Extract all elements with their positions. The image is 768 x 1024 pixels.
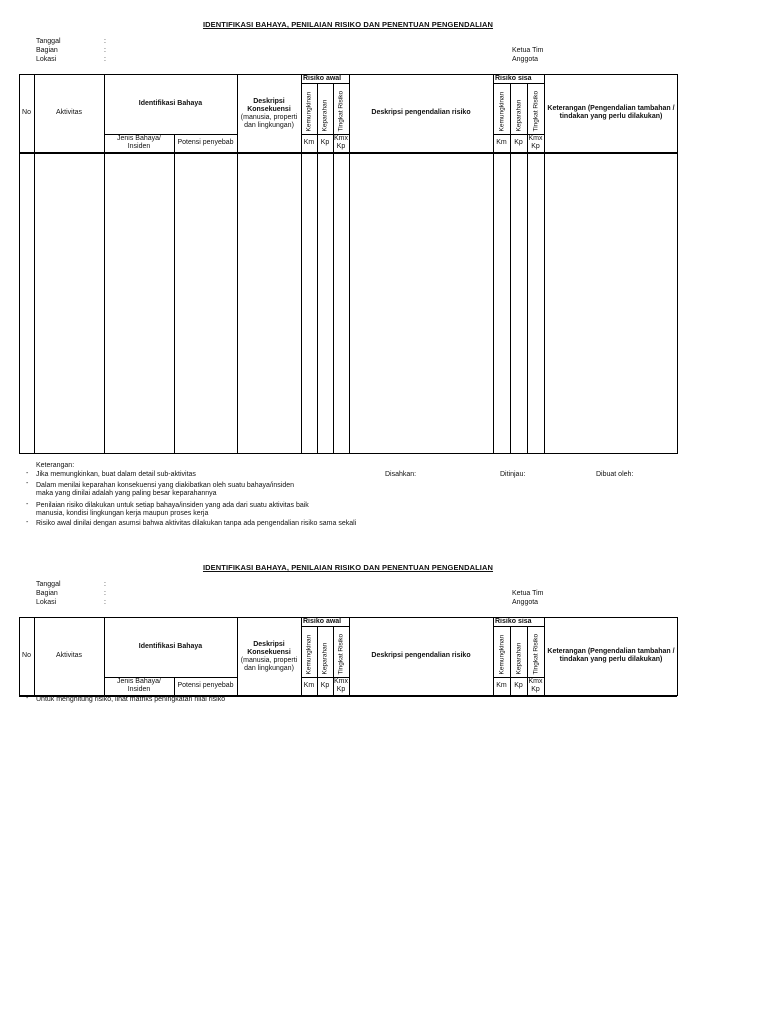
anggota-label: Anggota	[512, 56, 539, 63]
sisa-kp-2: Kp	[514, 682, 523, 689]
bagian-colon: :	[104, 47, 106, 54]
bagian-label-2: Bagian	[36, 590, 58, 597]
ketua-tim-label-2: Ketua Tim	[512, 590, 544, 597]
awal-kp-2: Kp	[320, 682, 330, 689]
sisa-kmxkp-2: Kmx Kp	[528, 678, 543, 693]
sisa-tingkat-risiko: Tingkat Risiko	[532, 90, 540, 132]
col-jenis-bahaya-2: Jenis Bahaya/ Insiden	[117, 678, 161, 693]
note-1: Jika memungkinkan, buat dalam detail sub-aktivitas	[36, 471, 196, 478]
tanggal-colon: :	[104, 38, 106, 45]
awal-kmxkp-2: Kmx Kp	[334, 678, 348, 693]
lokasi-colon-2: :	[104, 599, 106, 606]
note-2-line-1: Dalam menilai keparahan konsekuensi yang diakibatkan oleh suatu bahaya/insiden	[36, 482, 295, 489]
sisa-tingkat-risiko-2: Tingkat Risiko	[532, 633, 540, 675]
ditinjau-label: Ditinjau:	[500, 471, 526, 478]
col-jenis-bahaya: Jenis Bahaya/ Insiden	[117, 135, 161, 150]
page-title-2: IDENTIFIKASI BAHAYA, PENILAIAN RISIKO DAN PENENTUAN PENGENDALIAN	[202, 563, 494, 572]
awal-tingkat-risiko: Tingkat Risiko	[337, 90, 345, 132]
col-aktivitas: Aktivitas	[55, 109, 83, 116]
ketua-tim-label: Ketua Tim	[512, 47, 544, 54]
page-title: IDENTIFIKASI BAHAYA, PENILAIAN RISIKO DAN PENENTUAN PENGENDALIAN	[202, 20, 494, 29]
bagian-colon-2: :	[104, 590, 106, 597]
tanggal-colon-2: :	[104, 581, 106, 588]
awal-tingkat-risiko-2: Tingkat Risiko	[337, 633, 345, 675]
dibuat-label: Dibuat oleh:	[596, 471, 634, 478]
col-deskripsi-pengendalian: Deskripsi pengendalian risiko	[371, 109, 471, 116]
risiko-awal-header-2: Risiko awal	[303, 618, 342, 625]
risiko-awal-header: Risiko awal	[303, 75, 342, 82]
sisa-kemungkinan: Kemungkinan	[498, 91, 506, 132]
konsekuensi-title-2: Deskripsi Konsekuensi	[247, 641, 291, 656]
col-deskripsi-pengendalian-2: Deskripsi pengendalian risiko	[371, 652, 471, 659]
col-deskripsi-konsekuensi-2	[239, 619, 299, 695]
awal-keparahan-2: Keparahan	[321, 642, 329, 675]
konsekuensi-title: Deskripsi Konsekuensi	[247, 98, 291, 113]
note-5: Untuk menghitung risiko, lihat matriks peningkatan nilai risiko	[36, 696, 226, 703]
konsekuensi-sub: (manusia, properti dan lingkungan)	[240, 114, 298, 129]
note-3-line-2: manusia, kondisi lingkungan kerja maupun proses kerja	[36, 510, 209, 517]
sisa-kmxkp: Kmx Kp	[528, 135, 543, 150]
sisa-keparahan: Keparahan	[515, 99, 523, 132]
sisa-kp: Kp	[514, 139, 523, 146]
lokasi-label: Lokasi	[36, 56, 57, 63]
tanggal-label: Tanggal	[36, 38, 61, 45]
sisa-keparahan-2: Keparahan	[515, 642, 523, 675]
awal-keparahan: Keparahan	[321, 99, 329, 132]
note-dash-5: -	[26, 695, 29, 702]
anggota-label-2: Anggota	[512, 599, 539, 606]
sisa-kemungkinan-2: Kemungkinan	[498, 634, 506, 675]
konsekuensi-sub-2: (manusia, properti dan lingkungan)	[240, 657, 298, 672]
bagian-label: Bagian	[36, 47, 58, 54]
col-potensi-penyebab-2: Potensi penyebab	[177, 682, 234, 689]
col-identifikasi-bahaya-2: Identifikasi Bahaya	[138, 643, 203, 650]
col-potensi-penyebab: Potensi penyebab	[177, 139, 234, 146]
col-no: No	[22, 109, 31, 116]
col-no-2: No	[22, 652, 31, 659]
risiko-sisa-header-2: Risiko sisa	[495, 618, 532, 625]
awal-kemungkinan-2: Kemungkinan	[305, 634, 313, 675]
col-aktivitas-2: Aktivitas	[55, 652, 83, 659]
awal-kp: Kp	[320, 139, 330, 146]
note-3-line-1: Penilaian risiko dilakukan untuk setiap bahaya/insiden yang ada dari suatu aktivitas baik	[36, 502, 309, 509]
awal-km: Km	[303, 139, 315, 146]
note-dash-4: -	[26, 519, 29, 526]
note-dash-2: -	[26, 480, 29, 487]
tanggal-label-2: Tanggal	[36, 581, 61, 588]
col-deskripsi-konsekuensi	[239, 76, 299, 152]
note-4: Risiko awal dinilai dengan asumsi bahwa aktivitas dilakukan tanpa ada pengendalian risiko sama sekali	[36, 520, 357, 527]
sisa-km-2: Km	[496, 682, 507, 689]
disahkan-label: Disahkan:	[385, 471, 417, 478]
risiko-sisa-header: Risiko sisa	[495, 75, 532, 82]
col-keterangan-2: Keterangan (Pengendalian tambahan / tindakan yang perlu dilakukan)	[547, 648, 675, 663]
lokasi-label-2: Lokasi	[36, 599, 57, 606]
awal-km-2: Km	[303, 682, 315, 689]
notes-heading: Keterangan:	[36, 462, 75, 469]
note-dash-1: -	[26, 470, 29, 477]
awal-kemungkinan: Kemungkinan	[305, 91, 313, 132]
col-keterangan: Keterangan (Pengendalian tambahan / tindakan yang perlu dilakukan)	[547, 105, 675, 120]
col-identifikasi-bahaya: Identifikasi Bahaya	[138, 100, 203, 107]
note-dash-3: -	[26, 501, 29, 508]
note-2-line-2: maka yang dinilai adalah yang paling besar keparahannya	[36, 490, 217, 497]
sisa-km: Km	[496, 139, 507, 146]
awal-kmxkp: Kmx Kp	[334, 135, 348, 150]
lokasi-colon: :	[104, 56, 106, 63]
